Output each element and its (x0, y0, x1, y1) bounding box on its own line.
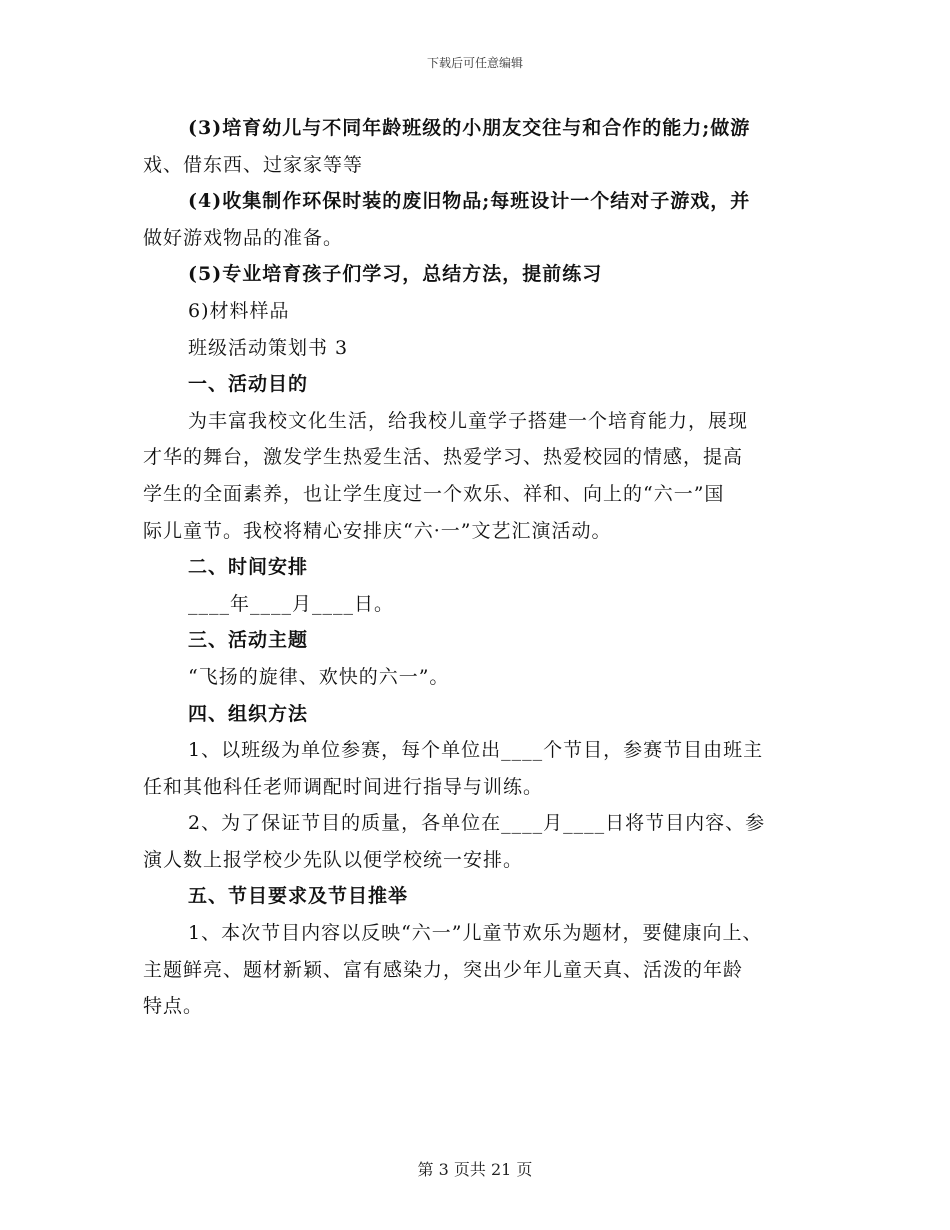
text-line: 做好游戏物品的准备。 (143, 226, 344, 249)
text-line: “飞扬的旋律、欢快的六一”。 (188, 665, 450, 688)
text-line: 戏、借东西、过家家等等 (143, 153, 364, 176)
document-body (143, 110, 823, 1025)
text-line: 2、为了保证节目的质量，各单位在____月____日将节目内容、参 (188, 812, 766, 835)
text-line: 1、以班级为单位参赛，每个单位出____个节目，参赛节目由班主 (188, 739, 764, 762)
text-line: 任和其他科任老师调配时间进行指导与训练。 (143, 775, 544, 798)
section-heading: 二、时间安排 (188, 556, 309, 579)
text-line: (5)专业培育孩子们学习，总结方法，提前练习 (188, 263, 603, 286)
text-line: 1、本次节目内容以反映“六一”儿童节欢乐为题材，要健康向上、 (188, 922, 763, 945)
section-heading: 五、节目要求及节目推举 (188, 885, 409, 908)
section-heading: 一、活动目的 (188, 373, 309, 396)
text-line: 际儿童节。我校将精心安排庆“六·一”文艺汇演活动。 (143, 519, 612, 542)
section-heading: 三、活动主题 (188, 629, 309, 652)
text-line: 特点。 (143, 995, 204, 1018)
section-heading: 四、组织方法 (188, 702, 309, 725)
page-header: 下载后可任意编辑 (426, 56, 523, 70)
text-line: 学生的全面素养，也让学生度过一个欢乐、祥和、向上的“六一”国 (143, 482, 725, 505)
text-line: 才华的舞台，激发学生热爱生活、热爱学习、热爱校园的情感，提高 (143, 446, 744, 469)
text-line: ____年____月____日。 (188, 592, 395, 615)
text-line: 为丰富我校文化生活，给我校儿童学子搭建一个培育能力，展现 (188, 409, 749, 432)
text-line: (4)收集制作环保时装的废旧物品;每班设计一个结对子游戏，并 (188, 190, 751, 213)
text-line: 班级活动策划书 3 (188, 336, 349, 359)
page-footer: 第 3 页共 21 页 (417, 1160, 533, 1179)
text-line: 6)材料样品 (188, 299, 290, 322)
text-line: 主题鲜亮、题材新颖、富有感染力，突出少年儿童天真、活泼的年龄 (143, 958, 744, 981)
text-line: 演人数上报学校少先队以便学校统一安排。 (143, 848, 524, 871)
text-line: (3)培育幼儿与不同年龄班级的小朋友交往与和合作的能力;做游 (188, 117, 751, 139)
